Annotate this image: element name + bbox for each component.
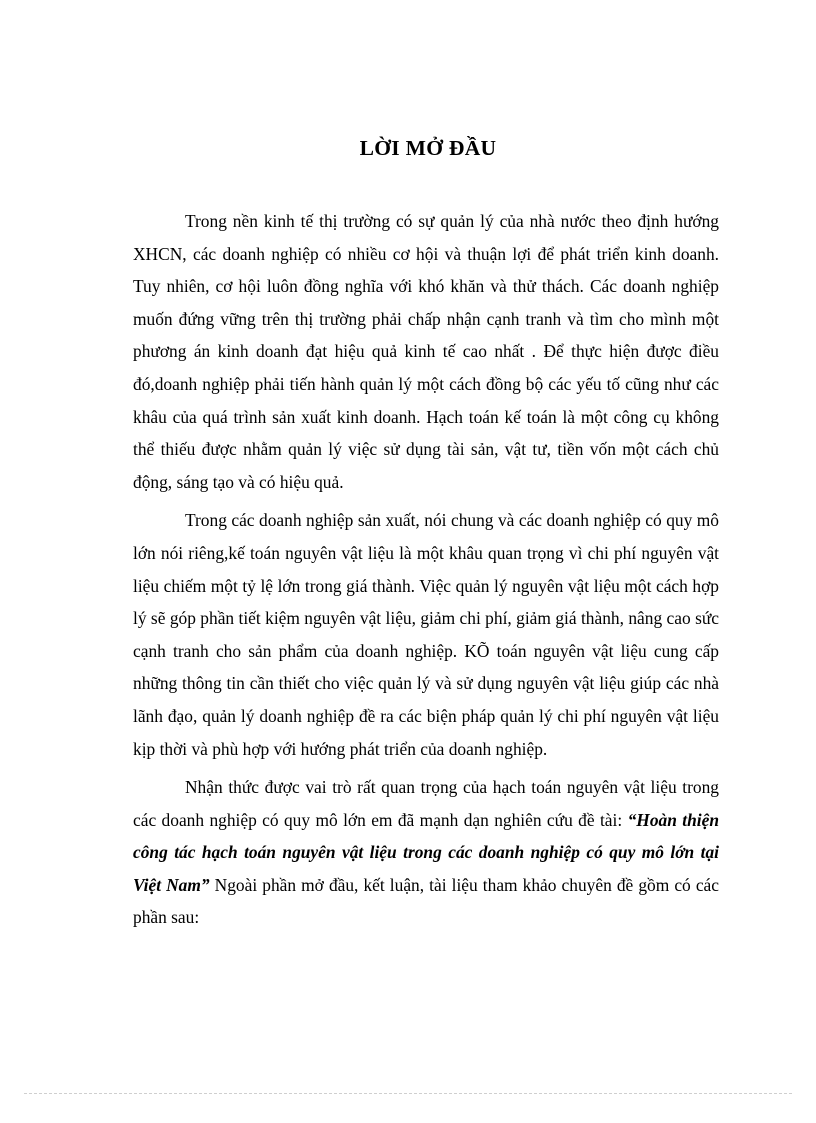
paragraph-3-tail: Ngoài phần mở đầu, kết luận, tài liệu tham khảo chuyên đề gồm có các phần sau: xyxy=(133,874,719,928)
thesis-topic: “Hoàn thiện công tác hạch toán nguyên vật liệu trong các doanh nghiệp có quy mô lớn tại Việt Nam” xyxy=(133,809,720,895)
paragraph-3-lead: Nhận thức được vai trò rất quan trọng của hạch toán nguyên vật liệu trong các doanh nghiệp có quy mô lớn em đã mạnh dạn nghiên cứu đề tài: xyxy=(133,777,719,830)
paragraph-3 xyxy=(133,771,719,934)
paragraph-1: Trong nền kinh tế thị trường có sự quản lý của nhà nước theo định hướng XHCN, các doanh nghiệp có nhiều cơ hội và thuận lợi để phát triển kinh doanh. Tuy nhiên, cơ hội luôn đồng nghĩa với khó khăn và thử thách. Các doanh nghiệp muốn đứng vững trên thị trường phải chấp nhận cạnh tranh và tìm cho mình một phương án kinh doanh đạt hiệu quả kinh tế cao nhất . Để thực hiện được điều đó,doanh nghiệp phải tiến hành quản lý một cách đồng bộ các yếu tố cũng như các khâu của quá trình sản xuất kinh doanh. Hạch toán kế toán là một công cụ không thể thiếu được nhằm quản lý việc sử dụng tài sản, vật tư, tiền vốn một cách chủ động, sáng tạo và có hiệu quả. xyxy=(133,211,719,492)
page-title: LỜI MỞ ĐẦU xyxy=(359,136,497,160)
paragraph-2: Trong các doanh nghiệp sản xuất, nói chung và các doanh nghiệp có quy mô lớn nói riêng,kế toán nguyên vật liệu là một khâu quan trọng vì chi phí nguyên vật liệu chiếm một tỷ lệ lớn trong giá thành. Việc quản lý nguyên vật liệu một cách hợp lý sẽ góp phần tiết kiệm nguyên vật liệu, giảm chi phí, giảm giá thành, nâng cao sức cạnh tranh cho sản phẩm của doanh nghiệp. KÕ toán nguyên vật liệu cung cấp những thông tin cần thiết cho việc quản lý và sử dụng nguyên vật liệu giúp các nhà lãnh đạo, quản lý doanh nghiệp đề ra các biện pháp quản lý chi phí nguyên vật liệu kịp thời và phù hợp với hướng phát triển của doanh nghiệp. xyxy=(133,510,719,759)
page-bottom-divider xyxy=(24,1093,792,1094)
body-text xyxy=(133,205,719,934)
